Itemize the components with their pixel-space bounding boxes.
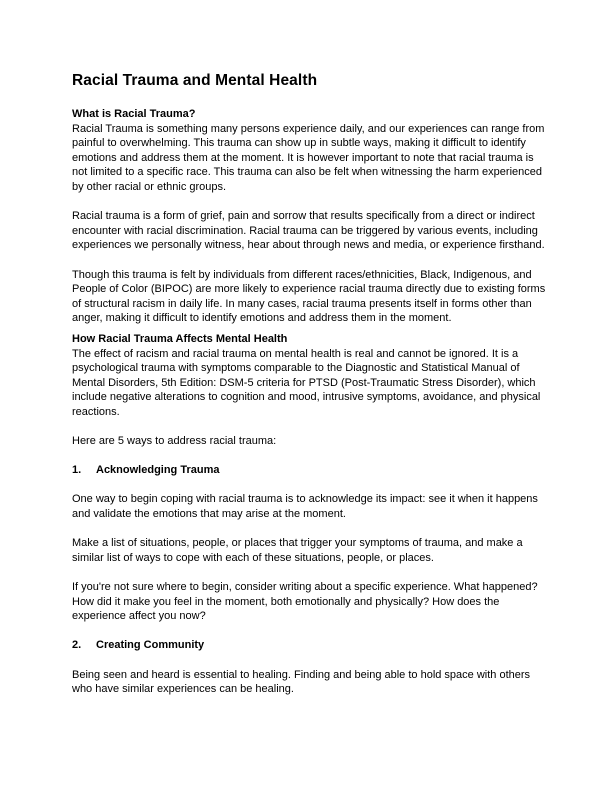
paragraph: One way to begin coping with racial trauma is to acknowledge its impact: see it when it happens and validate the emotions that may arise at the moment. (72, 493, 538, 521)
spacer (72, 624, 550, 639)
spacer (72, 478, 550, 493)
section-heading-what-is-racial-trauma: What is Racial Trauma? (72, 108, 196, 120)
document-content (72, 72, 550, 697)
spacer (72, 522, 550, 537)
spacer (72, 195, 550, 210)
spacer (72, 90, 550, 107)
paragraph: Racial trauma is a form of grief, pain and sorrow that results specifically from a direct or indirect encounter with racial discrimination. Racial trauma can be triggered by various events, including experiences we personally witness, hear about through news and media, or experience firsthand. (72, 210, 545, 252)
list-number: 2. (72, 639, 82, 652)
spacer (72, 565, 550, 580)
list-title: Acknowledging Trauma (96, 464, 220, 477)
list-heading-acknowledging-trauma (72, 463, 550, 478)
spacer (72, 253, 550, 268)
document-title: Racial Trauma and Mental Health (72, 72, 318, 89)
list-heading-creating-community (72, 638, 550, 653)
paragraph: If you're not sure where to begin, consider writing about a specific experience. What happened? How did it make you feel in the moment, both emotionally and physically? How does the experience affect you now? (72, 581, 538, 623)
paragraph: Though this trauma is felt by individuals from different races/ethnicities, Black, Indigenous, and People of Color (BIPOC) are more likely to experience racial trauma directly due to existing forms of structural racism in daily life. In many cases, racial trauma presents itself in forms other than anger, making it difficult to identify emotions and address them in the moment. (72, 268, 546, 325)
spacer (72, 419, 550, 434)
list-title: Creating Community (96, 639, 205, 652)
paragraph-intro-list: Here are 5 ways to address racial trauma: (72, 435, 277, 448)
paragraph: Make a list of situations, people, or places that trigger your symptoms of trauma, and make a similar list of ways to cope with each of these situations, people, or places. (72, 537, 523, 564)
spacer (72, 653, 550, 668)
paragraph: The effect of racism and racial trauma on mental health is real and cannot be ignored. It is a psychological trauma with symptoms comparable to the Diagnostic and Statistical Manual of Mental Disorders, 5th Edition: DSM-5 criteria for PTSD (Post-Traumatic Stress Disorder), which include negative alterations to cognition and mood, intrusive symptoms, avoidance, and physical reactions. (72, 347, 541, 418)
paragraph: Being seen and heard is essential to healing. Finding and being able to hold space with others who have similar experiences can be healing. (72, 668, 531, 696)
spacer (72, 449, 550, 464)
section-heading-mental-health-effects: How Racial Trauma Affects Mental Health (72, 332, 288, 345)
paragraph: Racial Trauma is something many persons experience daily, and our experiences can range from painful to overwhelming. This trauma can show up in subtle ways, making it difficult to identify emotions and address them at the moment. It is however important to note that racial trauma is not limited to a specific race. This trauma can also be felt when witnessing the harm experienced by other racial or ethnic groups. (72, 122, 545, 193)
list-number: 1. (72, 464, 82, 477)
